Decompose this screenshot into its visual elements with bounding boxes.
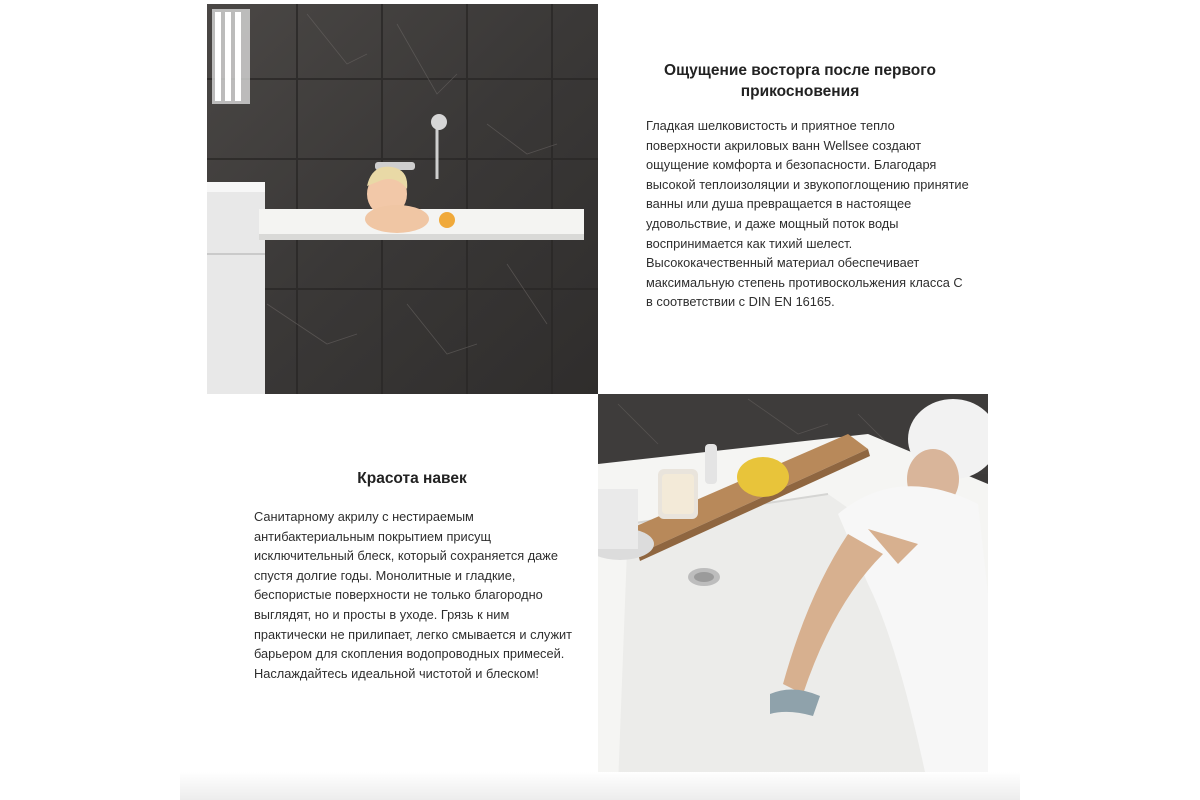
- woman-cleaning-illustration: [598, 394, 988, 786]
- bathroom-child-photo: [207, 4, 598, 394]
- beauty-paragraph: Санитарному акрилу с нестираемым антибактериальным покрытием присущ исключительный блеск, который сохраняется даже спустя долгие годы. Монолитные и гладкие, беспористые поверхности не только благородно выглядят, но и просты в уходе. Грязь к ним практически не прилипает, легко смывается и служит барьером для скопления водопроводных примесей. Наслаждайтесь идеальной чистотой и блеском!: [254, 509, 573, 681]
- feature-block-beauty: [232, 468, 592, 683]
- woman-cleaning-bathtub-photo: [598, 394, 988, 786]
- bottom-fade: [180, 772, 1020, 800]
- comfort-heading: Ощущение восторга после первого прикосновения: [664, 62, 936, 100]
- feature-block-comfort: [620, 60, 980, 312]
- comfort-paragraph: Гладкая шелковистость и приятное тепло поверхности акриловых ванн Wellsee создают ощущение комфорта и безопасности. Благодаря высокой теплоизоляции и звукопоглощению принятие ванны или душа превращается в настоящее удовольствие, и даже мощный поток воды воспринимается как тихий шелест. Высококачественный материал обеспечивает максимальную степень противоскольжения класса С в соответствии с DIN EN 16165.: [646, 118, 969, 310]
- beauty-heading: Красота навек: [357, 470, 467, 487]
- bathroom-child-illustration: [207, 4, 598, 394]
